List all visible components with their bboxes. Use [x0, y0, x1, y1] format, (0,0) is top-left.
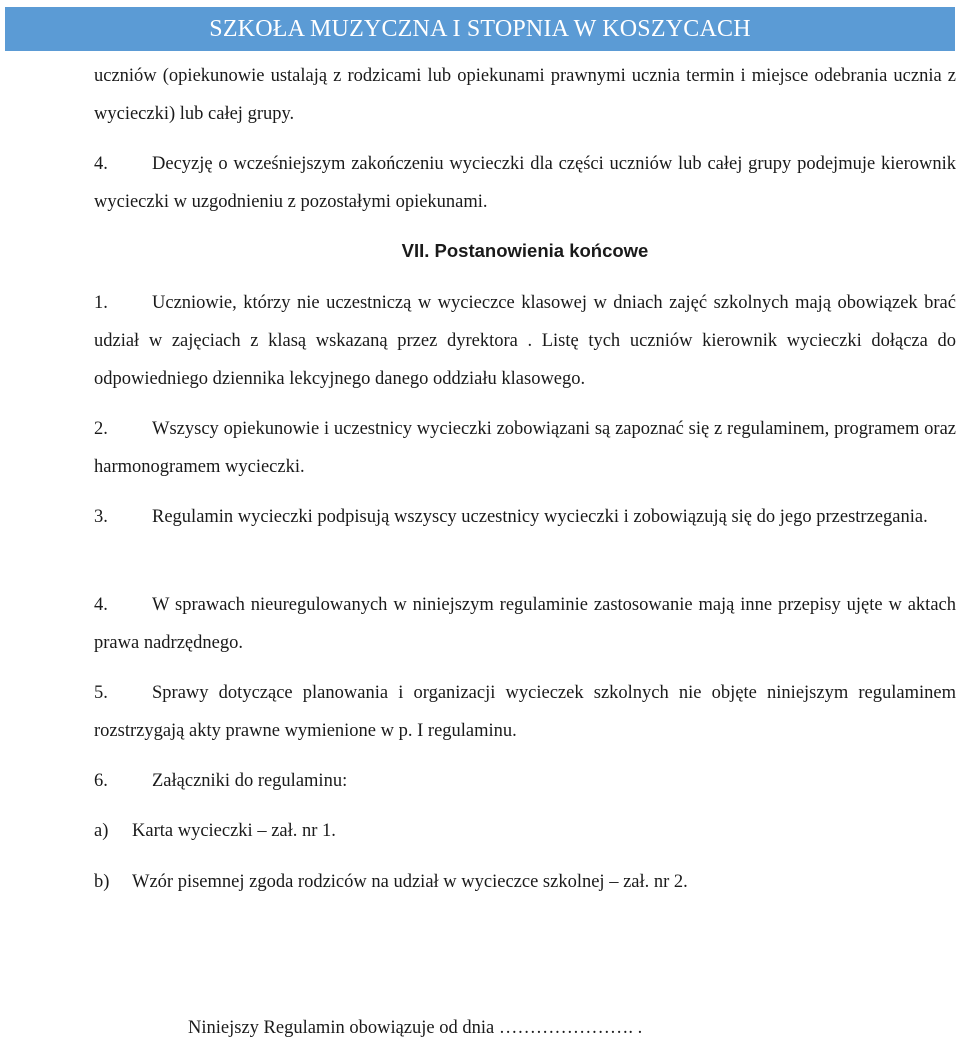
continuation-paragraph: uczniów (opiekunowie ustalają z rodzicami lub opiekunami prawnymi ucznia termin i miejsce odebrania ucznia z wycieczki) lub całej grupy.	[94, 66, 956, 124]
item-number: 4.	[94, 595, 108, 615]
final-item-1	[94, 284, 956, 398]
attachment-text: Wzór pisemnej zgoda rodziców na udział w wycieczce szkolnej – zał. nr 2.	[132, 872, 688, 892]
effective-date-line: Niniejszy Regulamin obowiązuje od dnia …………………. .	[188, 1018, 643, 1038]
section-title: VII. Postanowienia końcowe	[401, 240, 649, 261]
item-text: Uczniowie, którzy nie uczestniczą w wycieczce klasowej w dniach zajęć szkolnych mają obowiązek brać udział w zajęciach z klasą wskazaną przez dyrektora . Listę tych uczniów kierownik wycieczki dołącza do odpowiedniego dziennika lekcyjnego danego oddziału klasowego.	[94, 293, 956, 389]
point-4-paragraph	[94, 145, 956, 221]
point-number: 4.	[94, 154, 108, 174]
attachment-letter: a)	[94, 821, 109, 841]
final-item-4	[94, 586, 956, 662]
item-text: Regulamin wycieczki podpisują wszyscy uczestnicy wycieczki i zobowiązują się do jego przestrzegania.	[152, 507, 928, 527]
page-header: SZKOŁA MUZYCZNA I STOPNIA W KOSZYCACH	[5, 7, 955, 51]
final-item-3	[94, 498, 956, 536]
item-number: 2.	[94, 419, 108, 439]
attachment-text: Karta wycieczki – zał. nr 1.	[132, 821, 336, 841]
attachment-a	[94, 812, 956, 850]
item-text: Wszyscy opiekunowie i uczestnicy wycieczki zobowiązani są zapoznać się z regulaminem, programem oraz harmonogramem wycieczki.	[94, 419, 956, 477]
item-text: W sprawach nieuregulowanych w niniejszym regulaminie zastosowanie mają inne przepisy ujęte w aktach prawa nadrzędnego.	[94, 595, 956, 653]
final-item-6	[94, 762, 956, 800]
item-number: 3.	[94, 507, 108, 527]
item-number: 1.	[94, 293, 108, 313]
item-text: Sprawy dotyczące planowania i organizacji wycieczek szkolnych nie objęte niniejszym regulaminem rozstrzygają akty prawne wymienione w p. I regulaminu.	[94, 683, 956, 741]
item-text: Załączniki do regulaminu:	[152, 771, 348, 791]
attachment-letter: b)	[94, 872, 110, 892]
point-text: Decyzję o wcześniejszym zakończeniu wycieczki dla części uczniów lub całej grupy podejmuje kierownik wycieczki w uzgodnieniu z pozostałymi opiekunami.	[94, 154, 956, 212]
item-number: 6.	[94, 771, 108, 791]
item-number: 5.	[94, 683, 108, 703]
document-body	[94, 57, 956, 133]
section-heading-wrap	[94, 240, 956, 262]
attachment-b	[94, 863, 956, 901]
final-item-5	[94, 674, 956, 750]
final-item-2	[94, 410, 956, 486]
